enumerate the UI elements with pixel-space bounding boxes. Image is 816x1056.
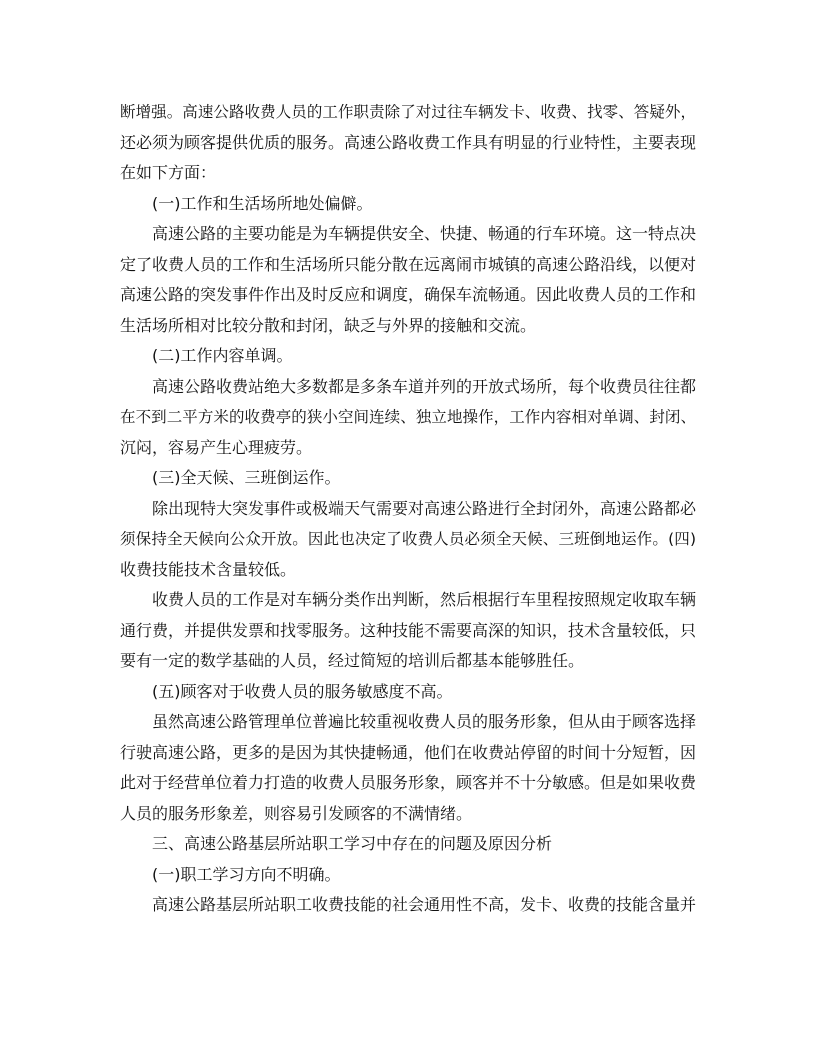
section-heading: (三)全天候、三班倒运作。 [152, 468, 341, 487]
section-heading: (五)顾客对于收费人员的服务敏感度不高。 [152, 681, 453, 701]
text-line: 高速公路基层所站职工收费技能的社会通用性不高，发卡、收费的技能含量并 [152, 895, 696, 914]
text-line: 断增强。高速公路收费人员的工作职责除了对过往车辆发卡、收费、找零、答疑外， [120, 103, 696, 121]
text-line: 还必须为顾客提供优质的服务。高速公路收费工作具有明显的行业特性，主要表现 [120, 132, 696, 152]
text-line: 高速公路的突发事件作出及时反应和调度，确保车流畅通。因此收费人员的工作和 [120, 285, 696, 304]
text-line: 在不到二平方米的收费亭的狭小空间连续、独立地操作，工作内容相对单调、封闭、 [120, 408, 696, 426]
text-line: 行驶高速公路，更多的是因为其快捷畅通，他们在收费站停留的时间十分短暂，因 [120, 742, 696, 762]
text-line: 通行费，并提供发票和找零服务。这种技能不需要高深的知识，技术含量较低，只 [120, 620, 696, 640]
text-line: 高速公路收费站绝大多数都是多条车道并列的开放式场所，每个收费员往往都 [152, 376, 696, 396]
text-line: 在如下方面： [120, 163, 217, 182]
section-heading: (一)工作和生活场所地处偏僻。 [152, 193, 373, 213]
text-line: 此对于经营单位着力打造的收费人员服务形象，顾客并不十分敏感。但是如果收费 [120, 773, 696, 792]
text-line: 高速公路的主要功能是为车辆提供安全、快捷、畅通的行车环境。这一特点决 [152, 224, 696, 243]
section-heading: (二)工作内容单调。 [152, 346, 293, 365]
text-line: 沉闷，容易产生心理疲劳。 [120, 437, 313, 457]
text-line: 人员的服务形象差，则容易引发顾客的不满情绪。 [120, 803, 473, 823]
text-line: 定了收费人员的工作和生活场所只能分散在远离闹市城镇的高速公路沿线，以便对 [120, 254, 696, 274]
text-line: 要有一定的数学基础的人员，经过简短的培训后都基本能够胜任。 [120, 651, 585, 670]
text-line: 收费技能技术含量较低。 [120, 559, 297, 579]
text-line: 除出现特大突发事件或极端天气需要对高速公路进行全封闭外，高速公路都必 [152, 498, 696, 518]
document-body [120, 97, 696, 921]
chapter-heading: 三、高速公路基层所站职工学习中存在的问题及原因分析 [152, 834, 553, 853]
text-line: 收费人员的工作是对车辆分类作出判断，然后根据行车里程按照规定收取车辆 [152, 590, 696, 609]
text-line: 须保持全天候向公众开放。因此也决定了收费人员必须全天候、三班倒地运作。(四) [120, 530, 696, 548]
text-line: 虽然高速公路管理单位普遍比较重视收费人员的服务形象，但从由于顾客选择 [152, 712, 696, 731]
section-heading: (一)职工学习方向不明确。 [152, 864, 341, 884]
text-line: 生活场所相对比较分散和封闭，缺乏与外界的接触和交流。 [120, 315, 537, 335]
